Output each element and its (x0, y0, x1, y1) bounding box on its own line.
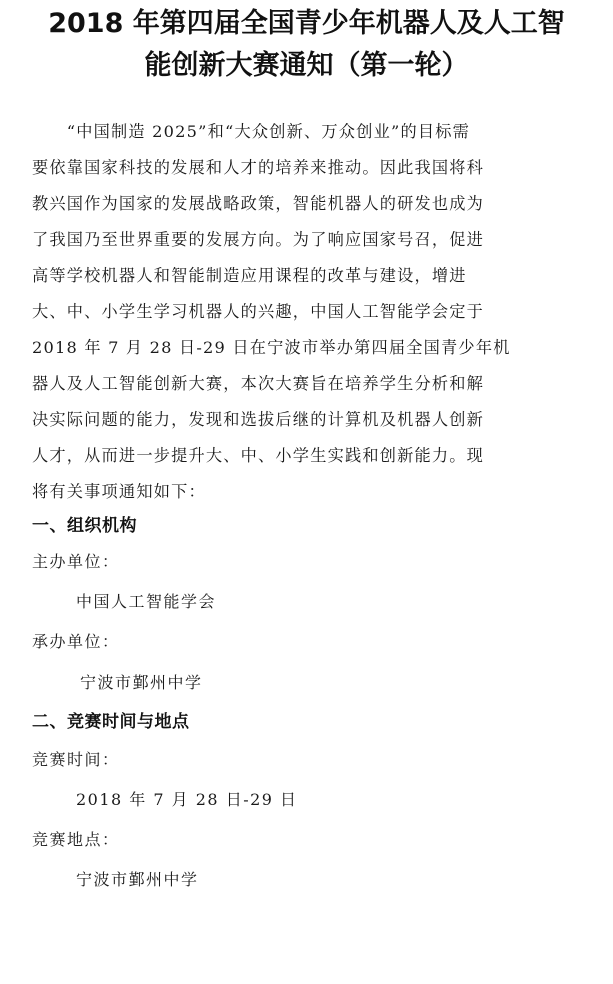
organizer-label: 承办单位： (32, 632, 120, 651)
intro-line: 器人及人工智能创新大赛，本次大赛旨在培养学生分析和解 (32, 374, 485, 393)
intro-line: 大、中、小学生学习机器人的兴趣，中国人工智能学会定于 (32, 302, 485, 321)
intro-line: “中国制造 2025”和“大众创新、万众创业”的目标需 (32, 122, 470, 141)
intro-line: 2018 年 7 月 28 日-29 日在宁波市举办第四届全国青少年机 (32, 338, 511, 357)
document-title-line-2: 能创新大赛通知（第一轮） (144, 50, 469, 81)
intro-line: 教兴国作为国家的发展战略政策，智能机器人的研发也成为 (32, 194, 485, 213)
intro-line: 将有关事项通知如下： (32, 482, 206, 501)
document-title-line-1: 2018 年第四届全国青少年机器人及人工智 (48, 8, 565, 39)
place-value: 宁波市鄞州中学 (76, 870, 199, 889)
section-heading-organization: 一、组织机构 (32, 516, 137, 536)
host-label: 主办单位： (32, 552, 120, 571)
place-label: 竞赛地点： (32, 830, 120, 849)
section-heading-time-place: 二、竞赛时间与地点 (32, 712, 190, 732)
intro-line: 要依靠国家科技的发展和人才的培养来推动。因此我国将科 (32, 158, 485, 177)
time-label: 竞赛时间： (32, 750, 120, 769)
intro-line: 高等学校机器人和智能制造应用课程的改革与建设，增进 (32, 266, 467, 285)
intro-line: 决实际问题的能力，发现和选拔后继的计算机及机器人创新 (32, 410, 485, 429)
time-value: 2018 年 7 月 28 日-29 日 (76, 790, 298, 809)
intro-line: 了我国乃至世界重要的发展方向。为了响应国家号召，促进 (32, 230, 485, 249)
host-value: 中国人工智能学会 (76, 592, 217, 611)
intro-line: 人才，从而进一步提升大、中、小学生实践和创新能力。现 (32, 446, 485, 465)
organizer-value: 宁波市鄞州中学 (80, 673, 203, 692)
